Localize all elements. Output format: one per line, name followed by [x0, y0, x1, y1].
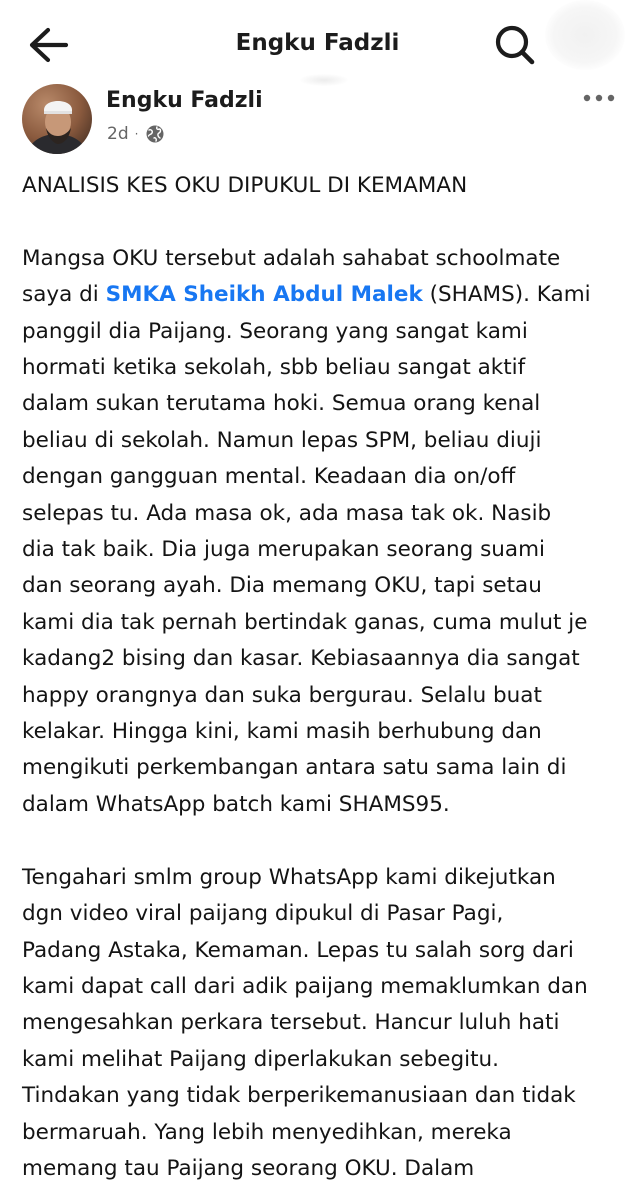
post-line: kami melihat Paijang diperlakukan sebegitu. [22, 1046, 500, 1072]
search-button[interactable] [490, 22, 538, 70]
post-line: kami dapat call dari adik paijang memaklumkan dan [22, 973, 588, 999]
post-text: saya di [22, 282, 106, 308]
search-icon [490, 55, 538, 74]
post-line: mengesahkan perkara tersebut. Hancur luluh hati [22, 1010, 560, 1036]
post-body [22, 168, 622, 1187]
post-line: selepas tu. Ada masa ok, ada masa tak ok. Nasib [22, 500, 552, 526]
post-line: Tengahari smlm group WhatsApp kami dikejutkan [22, 864, 556, 890]
post-line: Padang Astaka, Kemaman. Lepas tu salah sorg dari [22, 937, 574, 963]
top-bar [0, 0, 635, 90]
post-line: kadang2 bising dan kasar. Kebiasaannya dia sangat [22, 646, 580, 672]
post-line: beliau di sekolah. Namun lepas SPM, beliau diuji [22, 427, 542, 453]
post-line: memang tau Paijang seorang OKU. Dalam [22, 1155, 475, 1181]
meta-separator: · [134, 127, 139, 141]
post-line: kelakar. Hingga kini, kami masih berhubung dan [22, 719, 542, 745]
post-options-button[interactable] [580, 86, 620, 110]
post-line-with-link [22, 277, 622, 313]
globe-icon [145, 124, 165, 144]
avatar[interactable] [22, 84, 92, 154]
post-line: panggil dia Paijang. Seorang yang sangat kami [22, 318, 528, 344]
post-time[interactable]: 2d [107, 124, 129, 144]
blurred-corner-overlay [545, 0, 625, 70]
post-line: dan seorang ayah. Dia memang OKU, tapi setau [22, 573, 542, 599]
post-line: Tindakan yang tidak berperikemanusiaan dan tidak [22, 1083, 576, 1109]
post-line: happy orangnya dan suka bergurau. Selalu buat [22, 682, 542, 708]
post-meta [107, 122, 165, 146]
more-horizontal-icon [580, 95, 620, 114]
author-name[interactable]: Engku Fadzli [106, 88, 263, 113]
post-text: (SHAMS). Kami [422, 282, 591, 308]
post-line: hormati ketika sekolah, sbb beliau sangat aktif [22, 355, 526, 381]
post-header [0, 84, 635, 164]
back-button[interactable] [22, 22, 74, 68]
post-line: mengikuti perkembangan antara satu sama lain di [22, 755, 567, 781]
post-line: kami dia tak pernah bertindak ganas, cuma mulut je [22, 609, 588, 635]
post-line: dalam WhatsApp batch kami SHAMS95. [22, 791, 450, 817]
post-line: dengan gangguan mental. Keadaan dia on/off [22, 464, 516, 490]
post-line: dia tak baik. Dia juga merupakan seorang suami [22, 537, 546, 563]
post-line: Mangsa OKU tersebut adalah sahabat schoolmate [22, 245, 561, 271]
post-heading: ANALISIS KES OKU DIPUKUL DI KEMAMAN [22, 173, 468, 198]
page-title: Engku Fadzli [235, 30, 400, 56]
post-line: dgn video viral paijang dipukul di Pasar Pagi, [22, 901, 504, 927]
post-line: bermaruah. Yang lebih menyedihkan, mereka [22, 1119, 512, 1145]
school-page-link[interactable]: SMKA Sheikh Abdul Malek [105, 282, 423, 308]
post-line: dalam sukan terutama hoki. Semua orang kenal [22, 391, 541, 417]
arrow-left-icon [22, 22, 74, 68]
